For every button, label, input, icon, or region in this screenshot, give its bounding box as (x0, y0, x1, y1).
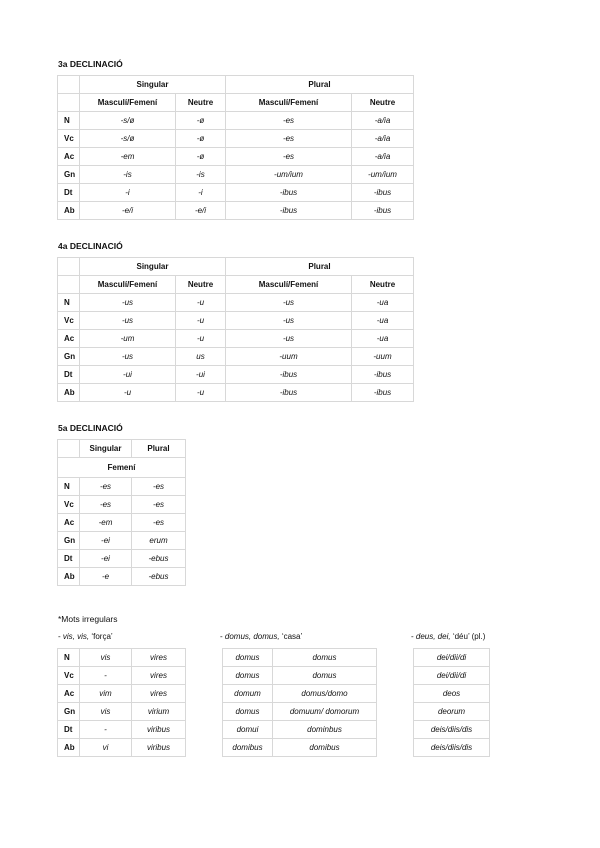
ending-cell: -ibus (352, 202, 414, 220)
case-label: Vc (58, 496, 80, 514)
table-row (58, 202, 414, 220)
ending-cell: -es (226, 130, 352, 148)
ending-cell: -i (80, 184, 176, 202)
form-cell: domum (223, 685, 273, 703)
table-row (223, 721, 377, 739)
case-label: Ab (58, 202, 80, 220)
form-cell: domus (223, 649, 273, 667)
ending-cell: -e/i (176, 202, 226, 220)
header-masc-fem: Masculí/Femení (226, 276, 352, 294)
ending-cell: -u (176, 384, 226, 402)
domus-note: - domus, domus, ‘casa’ (220, 632, 303, 641)
ending-cell: -es (132, 496, 186, 514)
ending-cell: -es (132, 514, 186, 532)
table-row (58, 130, 414, 148)
table-row (58, 148, 414, 166)
ending-cell: -us (80, 294, 176, 312)
case-label: Ac (58, 148, 80, 166)
ending-cell: -um/ium (226, 166, 352, 184)
form-cell: domibus (223, 739, 273, 757)
case-label: Vc (58, 312, 80, 330)
form-cell: deis/diis/dis (414, 721, 490, 739)
ending-cell: -ua (352, 312, 414, 330)
form-cell: - (80, 721, 132, 739)
form-cell: vim (80, 685, 132, 703)
header-neutre: Neutre (352, 276, 414, 294)
table-row (414, 685, 490, 703)
table-row (58, 478, 186, 496)
ending-cell: -u (176, 312, 226, 330)
decl5-title: 5a DECLINACIÓ (58, 423, 123, 433)
table-row (58, 685, 186, 703)
ending-cell: -um/ium (352, 166, 414, 184)
table-row (58, 514, 186, 532)
table-row (58, 739, 186, 757)
form-cell: domibus (273, 739, 377, 757)
decl4-title: 4a DECLINACIÓ (58, 241, 123, 251)
ending-cell: -ei (80, 550, 132, 568)
case-label: N (58, 112, 80, 130)
table-row (58, 294, 414, 312)
ending-cell: -ui (176, 366, 226, 384)
form-cell: dei/dii/di (414, 649, 490, 667)
form-cell: domus/domo (273, 685, 377, 703)
table-row (58, 384, 414, 402)
case-label: Gn (58, 166, 80, 184)
case-label: Dt (58, 184, 80, 202)
ending-cell: -es (132, 478, 186, 496)
ending-cell: -ø (176, 112, 226, 130)
irregular-title: *Mots irregulars (58, 614, 118, 624)
ending-cell: -ø (176, 148, 226, 166)
table-row (414, 721, 490, 739)
form-cell: vires (132, 685, 186, 703)
table-row (58, 667, 186, 685)
ending-cell: -s/ø (80, 130, 176, 148)
table-row (58, 496, 186, 514)
form-cell: vires (132, 667, 186, 685)
form-cell: domus (273, 649, 377, 667)
ending-cell: -ebus (132, 550, 186, 568)
table-row (414, 739, 490, 757)
form-cell: domui (223, 721, 273, 739)
header-femeni: Femení (58, 458, 186, 478)
ending-cell: -ø (176, 130, 226, 148)
ending-cell: -a/ia (352, 112, 414, 130)
table-row (58, 721, 186, 739)
ending-cell: -a/ia (352, 148, 414, 166)
domus-table (222, 648, 377, 757)
deus-table (413, 648, 490, 757)
ending-cell: -uum (352, 348, 414, 366)
ending-cell: -ibus (226, 184, 352, 202)
form-cell: domuum/ domorum (273, 703, 377, 721)
form-cell: viribus (132, 739, 186, 757)
case-label: N (58, 294, 80, 312)
table-row (414, 667, 490, 685)
case-label: Dt (58, 550, 80, 568)
case-label: Gn (58, 348, 80, 366)
case-label: Ab (58, 384, 80, 402)
table-row (223, 739, 377, 757)
table-row (414, 703, 490, 721)
ending-cell: erum (132, 532, 186, 550)
deus-words: deus, dei, (415, 632, 451, 641)
deus-note: - deus, dei, ‘déu’ (pl.) (411, 632, 486, 641)
form-cell: deis/diis/dis (414, 739, 490, 757)
decl3-title: 3a DECLINACIÓ (58, 59, 123, 69)
form-cell: deos (414, 685, 490, 703)
case-label: Ab (58, 568, 80, 586)
ending-cell: -ibus (352, 384, 414, 402)
header-neutre: Neutre (176, 276, 226, 294)
form-cell: virium (132, 703, 186, 721)
vis-table (57, 648, 186, 757)
table-row (58, 330, 414, 348)
header-masc-fem: Masculí/Femení (80, 276, 176, 294)
ending-cell: -ebus (132, 568, 186, 586)
decl5-table (57, 439, 186, 586)
ending-cell: -u (80, 384, 176, 402)
case-label: N (58, 649, 80, 667)
domus-meaning: ‘casa’ (279, 632, 303, 641)
ending-cell: -ei (80, 532, 132, 550)
form-cell: vires (132, 649, 186, 667)
table-row (58, 550, 186, 568)
ending-cell: -ibus (226, 202, 352, 220)
form-cell: domus (273, 667, 377, 685)
case-label: Gn (58, 532, 80, 550)
table-row (58, 348, 414, 366)
table-row (223, 703, 377, 721)
table-row (58, 366, 414, 384)
deus-meaning: ‘déu’ (pl.) (450, 632, 486, 641)
vis-meaning: ‘força’ (89, 632, 113, 641)
case-label: Ac (58, 330, 80, 348)
case-label: Gn (58, 703, 80, 721)
table-row (58, 703, 186, 721)
vis-note: - vis, vis, ‘força’ (58, 632, 113, 641)
case-label: Vc (58, 130, 80, 148)
case-label: Vc (58, 667, 80, 685)
ending-cell: -us (80, 312, 176, 330)
ending-cell: -ibus (352, 366, 414, 384)
decl4-table (57, 257, 414, 402)
table-row (58, 312, 414, 330)
ending-cell: -is (80, 166, 176, 184)
ending-cell: -ibus (226, 366, 352, 384)
ending-cell: -u (176, 294, 226, 312)
table-row (58, 184, 414, 202)
header-plural: Plural (132, 440, 186, 458)
ending-cell: -um (80, 330, 176, 348)
table-row (58, 568, 186, 586)
case-label: Ab (58, 739, 80, 757)
vis-words: vis, vis, (62, 632, 90, 641)
ending-cell: -em (80, 148, 176, 166)
table-row (223, 667, 377, 685)
header-plural: Plural (226, 258, 414, 276)
table-row (223, 649, 377, 667)
ending-cell: -a/ia (352, 130, 414, 148)
form-cell: vis (80, 703, 132, 721)
ending-cell: -ibus (226, 384, 352, 402)
form-cell: viribus (132, 721, 186, 739)
header-singular: Singular (80, 76, 226, 94)
table-row (58, 166, 414, 184)
form-cell: vis (80, 649, 132, 667)
ending-cell: -es (80, 496, 132, 514)
case-label: Dt (58, 366, 80, 384)
ending-cell: -us (226, 294, 352, 312)
ending-cell: -ui (80, 366, 176, 384)
ending-cell: -es (226, 112, 352, 130)
domus-words: domus, domus, (224, 632, 280, 641)
ending-cell: -es (80, 478, 132, 496)
header-masc-fem: Masculí/Femení (226, 94, 352, 112)
case-label: Ac (58, 685, 80, 703)
case-label: Dt (58, 721, 80, 739)
header-plural: Plural (226, 76, 414, 94)
header-singular: Singular (80, 440, 132, 458)
header-singular: Singular (80, 258, 226, 276)
form-cell: vi (80, 739, 132, 757)
ending-cell: -s/ø (80, 112, 176, 130)
table-row (223, 685, 377, 703)
ending-cell: -e/i (80, 202, 176, 220)
form-cell: dei/dii/di (414, 667, 490, 685)
case-label: N (58, 478, 80, 496)
ending-cell: -uum (226, 348, 352, 366)
table-row (58, 649, 186, 667)
ending-cell: us (176, 348, 226, 366)
header-neutre: Neutre (176, 94, 226, 112)
ending-cell: -em (80, 514, 132, 532)
ending-cell: -ua (352, 294, 414, 312)
case-label: Ac (58, 514, 80, 532)
ending-cell: -u (176, 330, 226, 348)
ending-cell: -is (176, 166, 226, 184)
table-row (58, 112, 414, 130)
header-neutre: Neutre (352, 94, 414, 112)
form-cell: domus (223, 667, 273, 685)
ending-cell: -us (80, 348, 176, 366)
form-cell: - (80, 667, 132, 685)
ending-cell: -us (226, 312, 352, 330)
ending-cell: -us (226, 330, 352, 348)
table-row (414, 649, 490, 667)
form-cell: dominbus (273, 721, 377, 739)
form-cell: domus (223, 703, 273, 721)
table-row (58, 532, 186, 550)
ending-cell: -es (226, 148, 352, 166)
form-cell: deorum (414, 703, 490, 721)
ending-cell: -e (80, 568, 132, 586)
ending-cell: -ibus (352, 184, 414, 202)
header-masc-fem: Masculí/Femení (80, 94, 176, 112)
decl3-table (57, 75, 414, 220)
ending-cell: -i (176, 184, 226, 202)
ending-cell: -ua (352, 330, 414, 348)
